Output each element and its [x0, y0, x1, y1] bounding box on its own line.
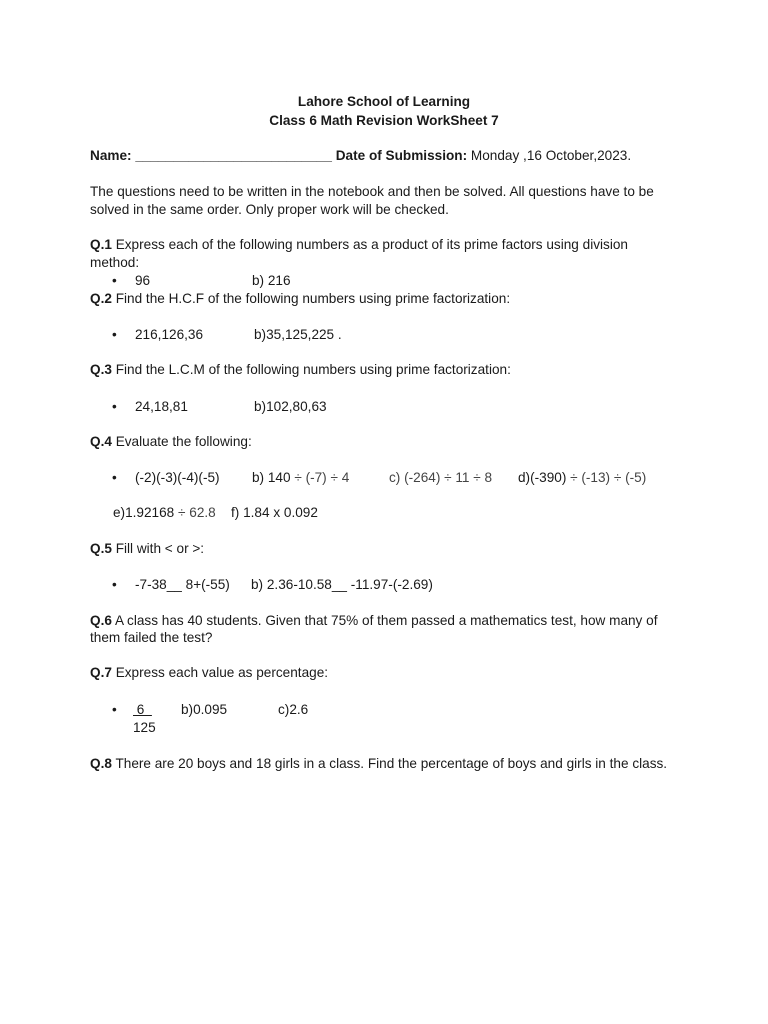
q1-item-b: b) 216 [252, 273, 291, 288]
q7-prompt: Express each value as percentage: [111, 665, 329, 680]
q7-bullet: • [112, 702, 117, 717]
q4-item-e-label: e)1.92168 [113, 505, 179, 520]
q4-item-b-expr: ÷ (-7) ÷ 4 [294, 470, 350, 485]
q1-prompt-cont: method: [90, 255, 140, 270]
q4-item-e-expr: ÷ 62.8 [178, 505, 216, 520]
q2-text [90, 290, 510, 308]
q3-item-b: b)102,80,63 [254, 399, 327, 414]
date-value: Monday ,16 October,2023. [467, 148, 632, 163]
name-date-line [90, 147, 631, 165]
q4-item-c: c) (-264) ÷ 11 ÷ 8 [389, 470, 493, 485]
q8-prompt: There are 20 boys and 18 girls in a class. Find the percentage of boys and girls in the class. [111, 756, 668, 771]
instructions-line-1: The questions need to be written in the notebook and then be solved. All questions have to be [90, 184, 654, 199]
q1-prompt: Express each of the following numbers as a product of its prime factors using division [111, 237, 628, 252]
q2-item-a: 216,126,36 [135, 327, 204, 342]
q1-text [90, 236, 628, 254]
q4-item-d [518, 469, 646, 487]
q4-text [90, 433, 252, 451]
q3-text [90, 361, 511, 379]
q2-number: Q.2 [90, 291, 112, 306]
q4-number: Q.4 [90, 434, 112, 449]
q4-bullet: • [112, 470, 117, 485]
q5-number: Q.5 [90, 541, 112, 556]
q3-prompt: Find the L.C.M of the following numbers using prime factorization: [111, 362, 511, 377]
q5-item-b: b) 2.36-10.58__ -11.97-(-2.69) [251, 577, 433, 592]
q1-bullet: • [112, 273, 117, 288]
q5-bullet: • [112, 577, 117, 592]
q4-item-a: (-2)(-3)(-4)(-5) [135, 470, 220, 485]
q3-item-a: 24,18,81 [135, 399, 188, 414]
q6-prompt-cont: them failed the test? [90, 630, 213, 645]
q1-item-a: 96 [135, 273, 151, 288]
q7-fraction-numerator: 6 [133, 702, 152, 717]
q8-number: Q.8 [90, 756, 112, 771]
q4-item-b-label: b) 140 [252, 470, 295, 485]
q5-item-a: -7-38__ 8+(-55) [135, 577, 230, 592]
q4-prompt: Evaluate the following: [111, 434, 252, 449]
q3-number: Q.3 [90, 362, 112, 377]
q4-item-e [113, 504, 216, 522]
date-colon: : [462, 148, 468, 163]
q3-bullet: • [112, 399, 117, 414]
q4-item-f: f) 1.84 x 0.092 [231, 505, 318, 520]
q6-text [90, 612, 657, 630]
instructions-line-2: solved in the same order. Only proper work will be checked. [90, 202, 449, 217]
q7-number: Q.7 [90, 665, 112, 680]
name-blank: __________________________ [135, 148, 332, 163]
q6-number: Q.6 [90, 613, 112, 628]
date-label: Date of Submission [335, 148, 463, 163]
q6-prompt: A class has 40 students. Given that 75% of them passed a mathematics test, how many of [111, 613, 658, 628]
q7-fraction-denominator: 125 [133, 720, 156, 735]
q7-item-c: c)2.6 [278, 702, 309, 717]
worksheet-title: Class 6 Math Revision WorkSheet 7 [269, 113, 499, 128]
school-name: Lahore School of Learning [297, 94, 471, 109]
q4-item-b [252, 469, 349, 487]
q7-item-b: b)0.095 [181, 702, 228, 717]
q4-item-d-label: d)(-390) [518, 470, 571, 485]
q4-item-d-expr: ÷ (-13) ÷ (-5) [570, 470, 647, 485]
q2-bullet: • [112, 327, 117, 342]
q1-number: Q.1 [90, 237, 112, 252]
q2-prompt: Find the H.C.F of the following numbers using prime factorization: [111, 291, 511, 306]
q5-text [90, 540, 204, 558]
q8-text [90, 755, 667, 773]
q7-text [90, 664, 328, 682]
name-label: Name: [90, 148, 132, 163]
q5-prompt: Fill with < or >: [111, 541, 205, 556]
q2-item-b: b)35,125,225 . [254, 327, 342, 342]
